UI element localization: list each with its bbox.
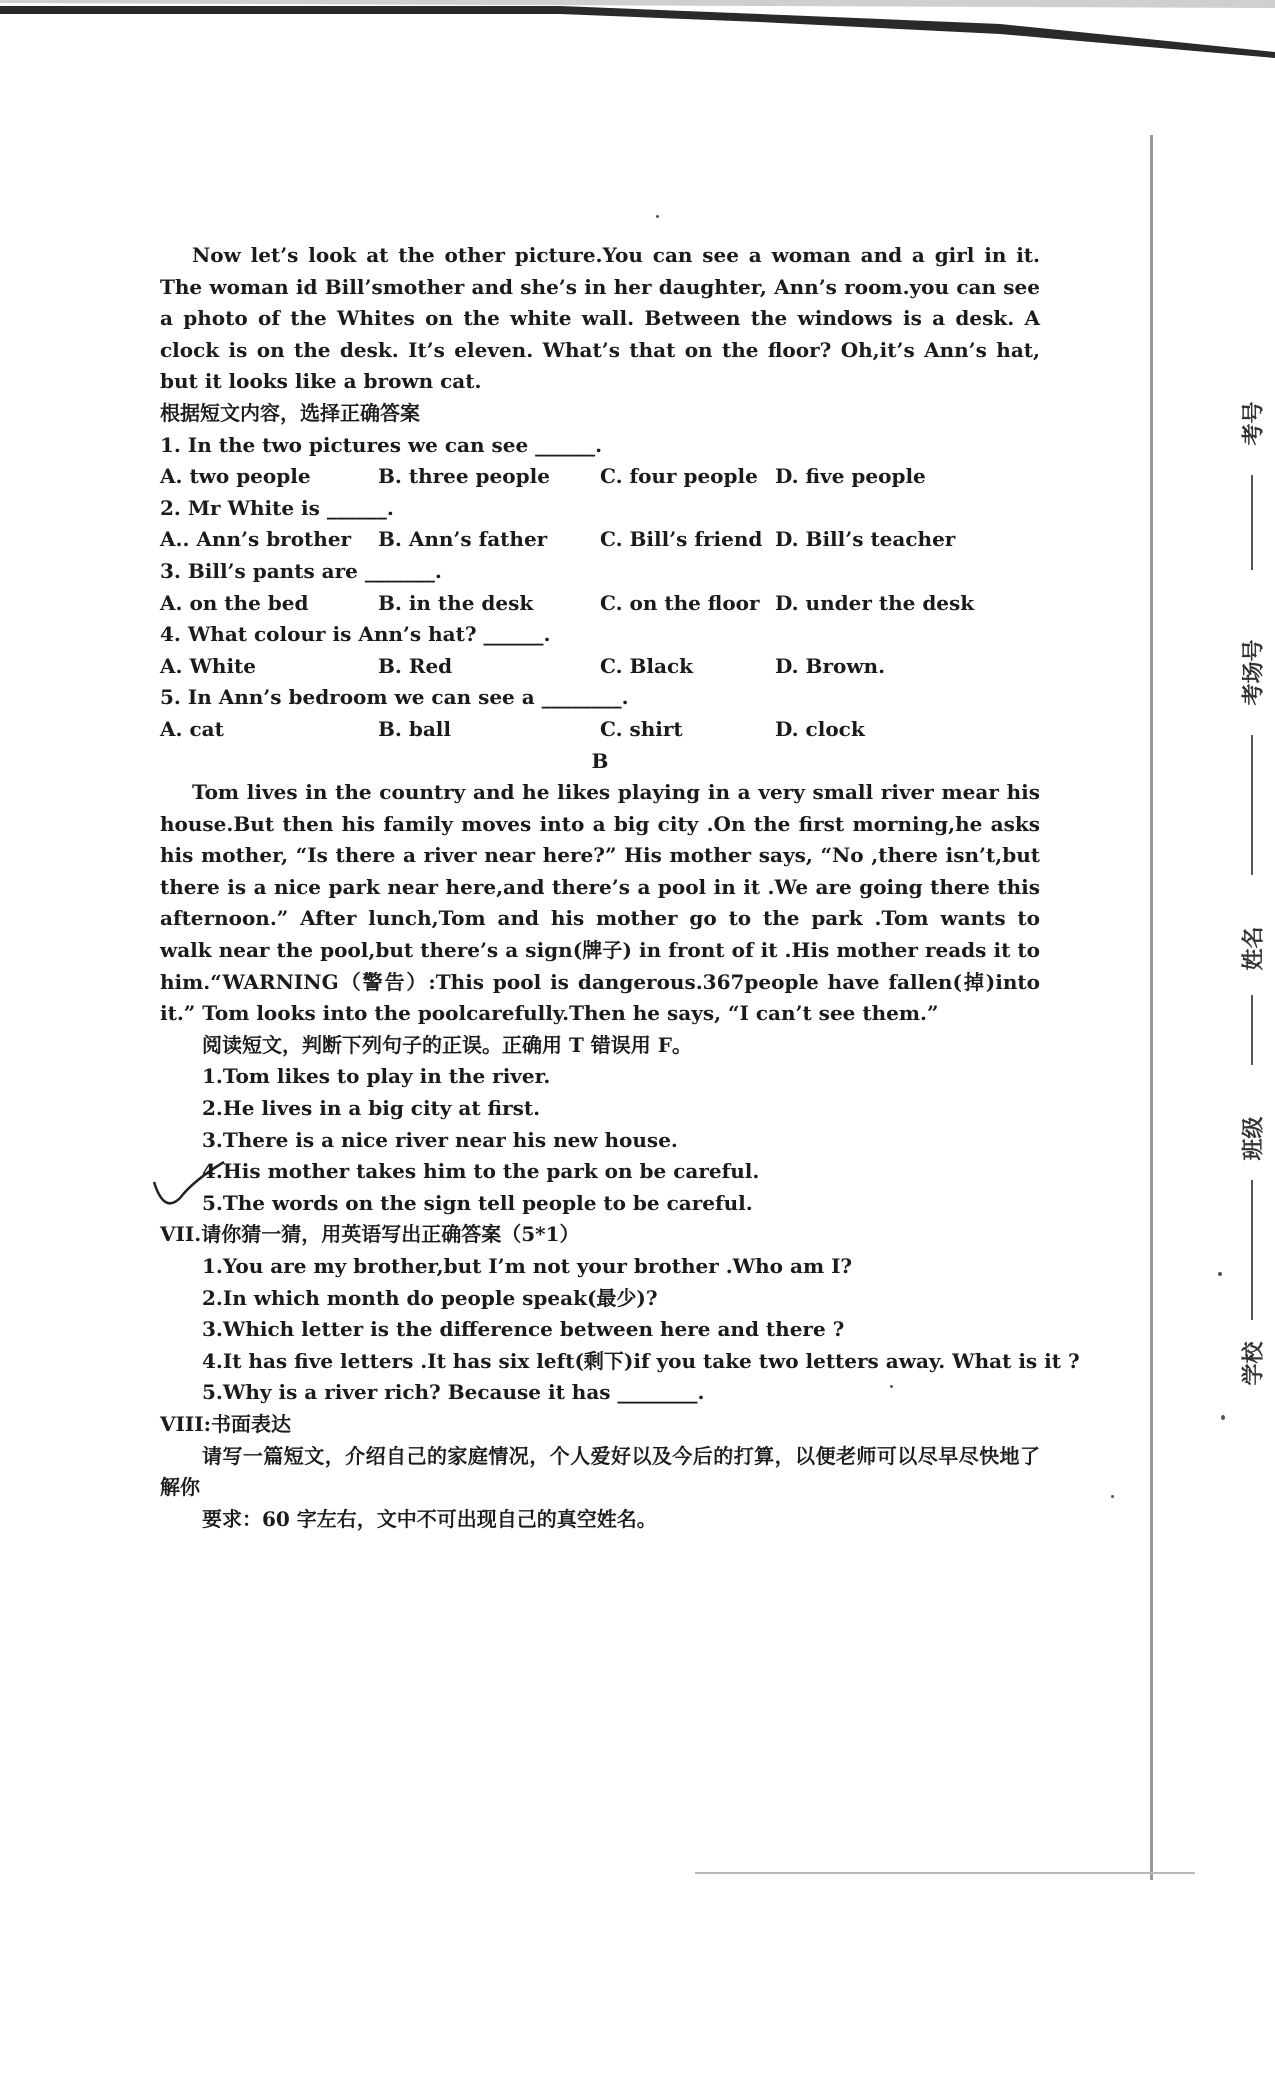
scan-speck [1111, 1495, 1114, 1498]
school-label: 学校 [1240, 1341, 1267, 1386]
class-line [1251, 1180, 1253, 1320]
question-text: 5. In Ann’s bedroom we can see a ________. [160, 685, 629, 710]
tf-item-4: 4.His mother takes him to the park on be careful. [202, 1159, 760, 1184]
option-c: C. shirt [600, 716, 683, 741]
exam-room-label: 考场号 [1240, 639, 1267, 706]
option-d: D. Bill’s teacher [775, 527, 956, 552]
option-d: D. under the desk [775, 590, 975, 615]
option-b: B. ball [378, 716, 451, 741]
section-8-title: VIII:书面表达 [160, 1411, 291, 1436]
mc-question-2 [160, 493, 1040, 556]
option-d: D. Brown. [775, 653, 886, 678]
option-row [160, 524, 1040, 556]
option-b: B. in the desk [378, 590, 534, 615]
riddle-1: 1.You are my brother,but I’m not your brother .Who am I? [202, 1254, 853, 1278]
option-a: A. two people [160, 464, 311, 489]
option-a: A. cat [160, 716, 224, 741]
question-text: 2. Mr White is ______. [160, 495, 394, 520]
option-row [160, 714, 1040, 746]
option-b: B. Red [378, 653, 453, 678]
exam-number-line [1251, 475, 1253, 570]
riddle-5: 5.Why is a river rich? Because it has ________. [202, 1380, 705, 1405]
name-label: 姓名 [1240, 926, 1267, 971]
option-d: D. clock [775, 716, 865, 741]
exam-number-label: 考号 [1240, 401, 1267, 446]
option-a: A.. Ann’s brother [160, 527, 352, 552]
option-c: C. on the floor [600, 590, 760, 615]
tf-item-5: 5.The words on the sign tell people to be careful. [202, 1190, 753, 1215]
passage-b: Tom lives in the country and he likes playing in a very small river mear his house.But then his family moves into a big city .On the first morning,he asks his mother, “Is there a river near here?” His mother says, “No ,there isn’t,but there is a nice park near here,and there’s a pool in it .We are going there this afternoon.” After lunch,Tom and his mother go to the park .Tom wants to walk near the pool,but there’s a sign(牌子) in front of it .His mother reads it to him.“WARNING（警告）:This pool is dangerous.367people have fallen(掉)into it.” Tom looks into the poolcarefully.Then he says, “I can’t see them.” [160, 780, 1040, 1026]
binding-margin-line [1150, 135, 1153, 1880]
option-c: C. Bill’s friend [600, 527, 763, 552]
name-line [1251, 995, 1253, 1065]
mc-question-5 [160, 682, 1040, 745]
option-a: A. White [160, 653, 257, 678]
option-c: C. four people [600, 464, 758, 489]
tf-item-3: 3.There is a nice river near his new house. [202, 1127, 678, 1152]
section-7-title: VII.请你猜一猜，用英语写出正确答案（5*1） [160, 1222, 580, 1247]
class-label: 班级 [1240, 1116, 1267, 1161]
option-row [160, 461, 1040, 493]
mc-question-3 [160, 556, 1040, 619]
scan-speck [1218, 1272, 1222, 1276]
option-b: B. Ann’s father [378, 527, 548, 552]
mc-question-1 [160, 430, 1040, 493]
option-b: B. three people [378, 464, 550, 489]
option-d: D. five people [775, 464, 926, 489]
scan-speck [1221, 1415, 1225, 1420]
tf-instruction: 阅读短文，判断下列句子的正误。正确用 T 错误用 F。 [202, 1032, 692, 1057]
question-text: 4. What colour is Ann’s hat? ______. [160, 622, 551, 647]
option-row [160, 651, 1040, 683]
scan-speck [656, 215, 659, 218]
writing-prompt: 请写一篇短文，介绍自己的家庭情况，个人爱好以及今后的打算，以便老师可以尽早尽快地了解你 [160, 1443, 1040, 1500]
page-bottom-edge [695, 1872, 1195, 1874]
question-text: 3. Bill’s pants are _______. [160, 558, 442, 583]
riddle-4: 4.It has five letters .It has six left(剩下)if you take two letters away. What is it ? [202, 1348, 1080, 1373]
option-row [160, 588, 1040, 620]
riddle-2: 2.In which month do people speak(最少)? [202, 1285, 658, 1310]
exam-room-line [1251, 735, 1253, 875]
tf-item-1: 1.Tom likes to play in the river. [202, 1064, 551, 1089]
scan-shadow-top [0, 0, 1275, 70]
passage-a-ending: Now let’s look at the other picture.You can see a woman and a girl in it. The woman id Bill’smother and she’s in her daughter, Ann’s room.you can see a photo of the Whites on the white wall. Between the windows is a desk. A clock is on the desk. It’s eleven. What’s that on the floor? Oh,it’s Ann’s hat, but it looks like a brown cat. [160, 243, 1040, 394]
section-b-heading: B [591, 748, 609, 773]
question-text: 1. In the two pictures we can see ______. [160, 432, 603, 457]
tf-item-2: 2.He lives in a big city at first. [202, 1096, 541, 1121]
exam-content [160, 240, 1080, 1535]
mc-question-4 [160, 619, 1040, 682]
mc-instruction: 根据短文内容，选择正确答案 [160, 400, 420, 425]
writing-requirement: 要求：60 字左右，文中不可出现自己的真空姓名。 [202, 1506, 657, 1531]
option-c: C. Black [600, 653, 693, 678]
riddle-3: 3.Which letter is the difference between here and there ? [202, 1317, 845, 1342]
option-a: A. on the bed [160, 590, 309, 615]
